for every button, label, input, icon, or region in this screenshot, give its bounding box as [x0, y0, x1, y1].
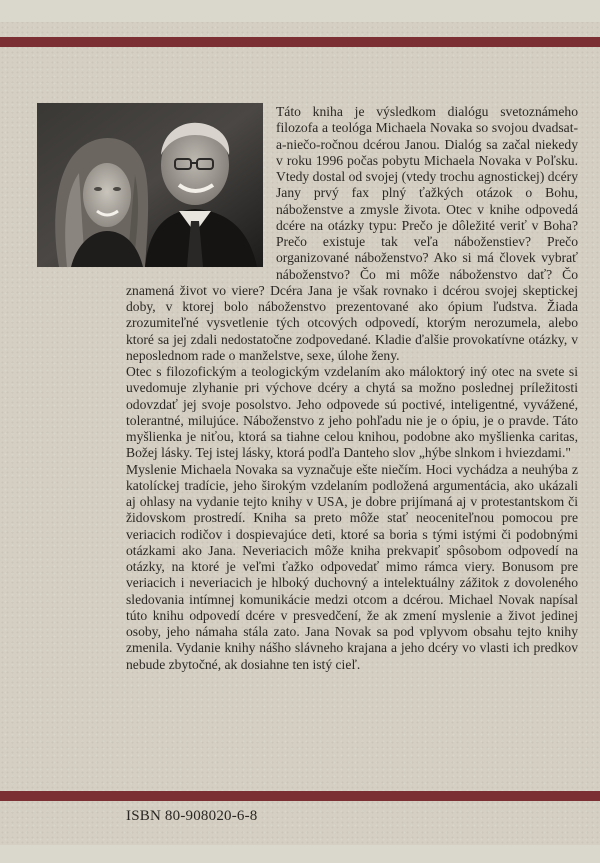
- top-edge: [0, 0, 600, 22]
- top-border-band: [0, 37, 600, 47]
- blurb-paragraph-3: Myslenie Michaela Novaka sa vyznačuje ešte niečím. Hoci vychádza a neuhýba z katolíckej tradície, jeho širokým vzdelaním podložená argumentácia, ako ukázali aj ohlasy na vydanie tejto knihy v USA, je dobre prijímaná aj v protestantskom či židovskom prostredí. Kniha sa preto môže stať neoceniteľnou pomocou pre veriacich rodičov i dospievajúce deti, ktoré sa boria s tými istými či podobnými otázkami ako Jana. Neveriacich môže kniha prekvapiť spôsobom odpovedí na otázky, na ktoré je veľmi ťažko odpovedať mimo rámca viery. Bonusom pre veriacich i neveriacich je hlboký duchovný a intelektuálny zážitok z dovoleného sledovania intímnej komunikácie medzi otcom a dcérou. Michael Novak napísal túto knihu odpovedí dcére v presvedčení, že ak zmení myslenie a život jedinej osoby, jeho námaha stála zato. Jana Novak sa pod vplyvom obsahu tejto knihy zmenila. Vydanie knihy nášho slávneho krajana a jeho dcéry vo vlasti ich predkov nebude zbytočné, ak dosiahne ten istý cieľ.: [126, 461, 578, 672]
- bottom-border-band: [0, 791, 600, 801]
- bottom-edge: [0, 845, 600, 863]
- blurb-paragraph-1: Táto kniha je výsledkom dialógu svetoznámeho filozofa a teológa Michaela Novaka so svojou dvadsat-a-niečo-ročnou dcérou Janou. Dialóg sa začal niekedy v roku 1996 počas pobytu Michaela Novaka v Poľsku. Vtedy dostal od svojej (vtedy trochu agnostickej) dcéry Jany prvý fax plný ťažkých otázok o Bohu, náboženstve a zmysle života. Otec v knihe odpovedá dcére na otázky typu: Prečo je dôležité veriť v Boha? Prečo existuje tak veľa náboženstiev? Prečo organizované náboženstvo? Ako si má človek vybrať náboženstvo? Čo mi môže náboženstvo dať? Čo znamená život vo viere? Dcéra Jana je však rovnako i dcérou svojej skeptickej doby, v ktorej bolo náboženstvo prezentované ako ópium ľudstva. Žiada zrozumiteľné vysvetlenie tých otcových odpovedí, ktorým nerozumela, alebo ktoré sa jej zdali nedostatočne zodpovedané. Kladie ďalšie provokatívne otázky, v neposlednom rade o manželstve, sexe, úlohe ženy.: [126, 104, 578, 363]
- blurb-paragraph-2: Otec s filozofickým a teologickým vzdelaním ako máloktorý iný otec na svete si uvedomuje zlyhanie pri výchove dcéry a chytá sa možno poslednej príležitosti odovzdať jej svoje posolstvo. Jeho odpovede sú poctivé, inteligentné, vyvážené, tolerantné, milujúce. Náboženstvo z jeho pohľadu nie je o ópiu, je o pravde. Táto myšlienka je niťou, ktorá sa tiahne celou knihou, podobne ako myšlienka caritas, Božej lásky. Tej istej lásky, ktorá podľa Danteho slov „hýbe slnkom i hviezdami.": [126, 364, 578, 461]
- back-cover-blurb: [126, 104, 578, 673]
- photo-spacer: [126, 104, 276, 279]
- isbn-label: ISBN 80-908020-6-8: [126, 808, 258, 824]
